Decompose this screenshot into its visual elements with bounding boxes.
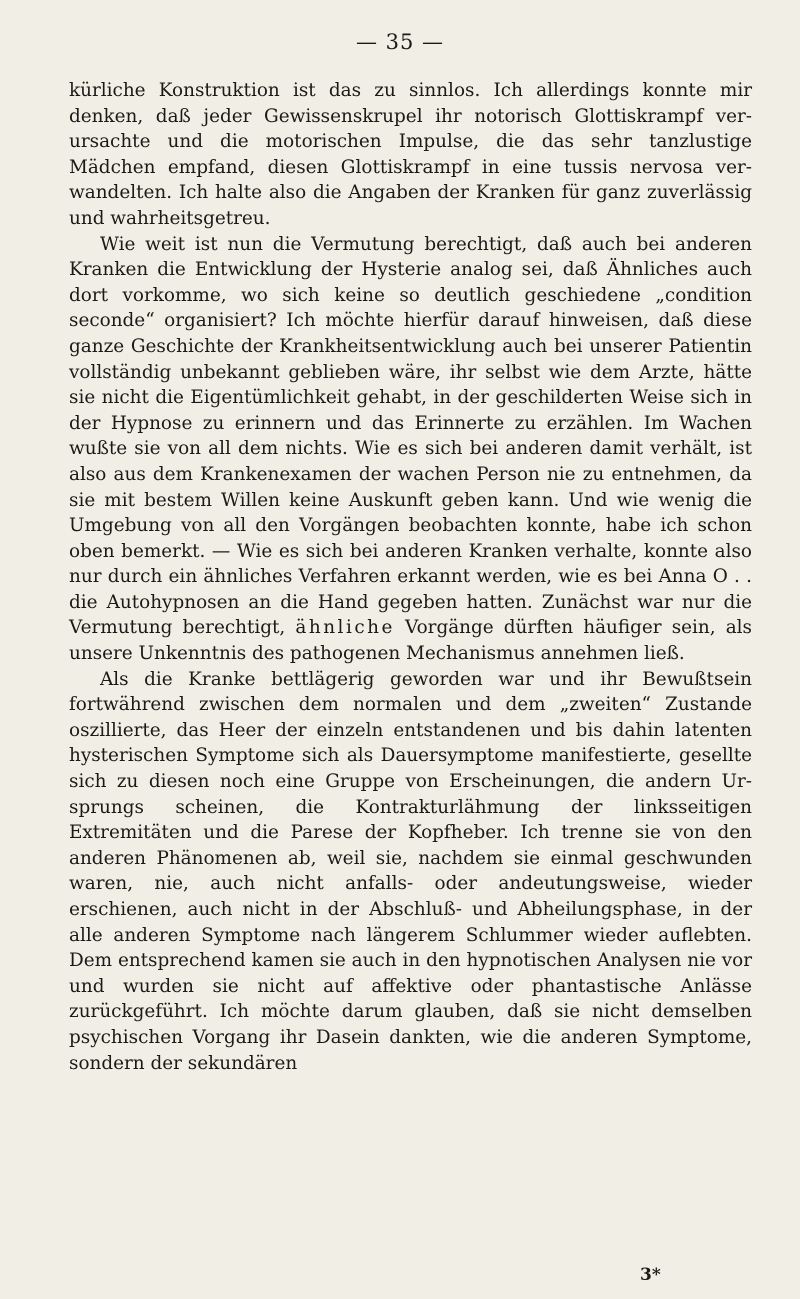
signature-mark: 3* [640, 1265, 661, 1285]
paragraph-3: Als die Kranke bettlägerig geworden war und ihr Bewußtsein fortwährend zwischen dem normalen und dem „zweiten“ Zustande oszillierte, das Heer der einzeln entstandenen und bis dahin latenten hysterischen Symptome sich als Dauersymptome manifestierte, gesellte sich zu diesen noch eine Gruppe von Erscheinungen, die andern Ursprungs scheinen, die Kontrakturlähmung der linksseitigen Extremitäten und die Parese der Kopfheber. Ich trenne sie von den anderen Phänomenen ab, weil sie, nachdem sie einmal geschwunden waren, nie, auch nicht anfalls- oder andeutungsweise, wieder erschienen, auch nicht in der Abschluß- und Abheilungsphase, in der alle anderen Symptome nach längerem Schlummer wieder auflebten. Dem entsprechend kamen sie auch in den hypnotischen Analysen nie vor und wurden sie nicht auf affektive oder phantastische Anlässe zurückgeführt. Ich möchte darum glauben, daß sie nicht demselben psychischen Vorgang ihr Dasein dankten, wie die anderen Symptome, sondern der sekundären [69, 668, 752, 1074]
paragraph-2-text-after: Vorgänge dürften häufiger sein, als unsere Unkenntnis des pathogenen Mechanismus annehmen ließ. [69, 617, 752, 665]
paragraph-2 [69, 232, 752, 667]
paragraph-2-text: Wie weit ist nun die Vermutung berechtigt, daß auch bei anderen Kranken die Entwicklung der Hysterie analog sei, daß Ähnliches auch dort vorkomme, wo sich keine so deutlich geschiedene „condition seconde“ organisiert? Ich möchte hierfür darauf hinweisen, daß diese ganze Geschichte der Krankheitsentwicklung auch bei unserer Patientin vollständig unbekannt geblieben wäre, ihr selbst wie dem Arzte, hätte sie nicht die Eigentümlichkeit gehabt, in der geschilderten Weise sich in der Hypnose zu erinnern und das Erinnerte zu erzählen. Im Wachen wußte sie von all dem nichts. Wie es sich bei anderen damit verhält, ist also aus dem Krankenexamen der wachen Person nie zu entnehmen, da sie mit bestem Willen keine Auskunft geben kann. Und wie wenig die Umgebung von all den Vorgängen beobachten konnte, habe ich schon oben bemerkt. — Wie es sich bei anderen Kranken verhalte, konnte also nur durch ein ähnliches Verfahren erkannt werden, wie es bei Anna O . . die Autohypnosen an die Hand gegeben hatten. Zunächst war nur die Vermutung berechtigt, [69, 233, 752, 639]
paragraph-1: kürliche Konstruktion ist das zu sinnlos. Ich allerdings konnte mir denken, daß jeder Gewissenskrupel ihr notorisch Glottiskrampf verursachte und die motorischen Impulse, die das sehr tanzlustige Mädchen empfand, diesen Glottiskrampf in eine tussis nervosa verwandelten. Ich halte also die Angaben der Kranken für ganz zuverlässig und wahrheitsgetreu. [69, 80, 752, 229]
page-number: — 35 — [355, 30, 445, 54]
spaced-emphasis: ähnliche [295, 617, 395, 639]
body-text [69, 78, 752, 1076]
